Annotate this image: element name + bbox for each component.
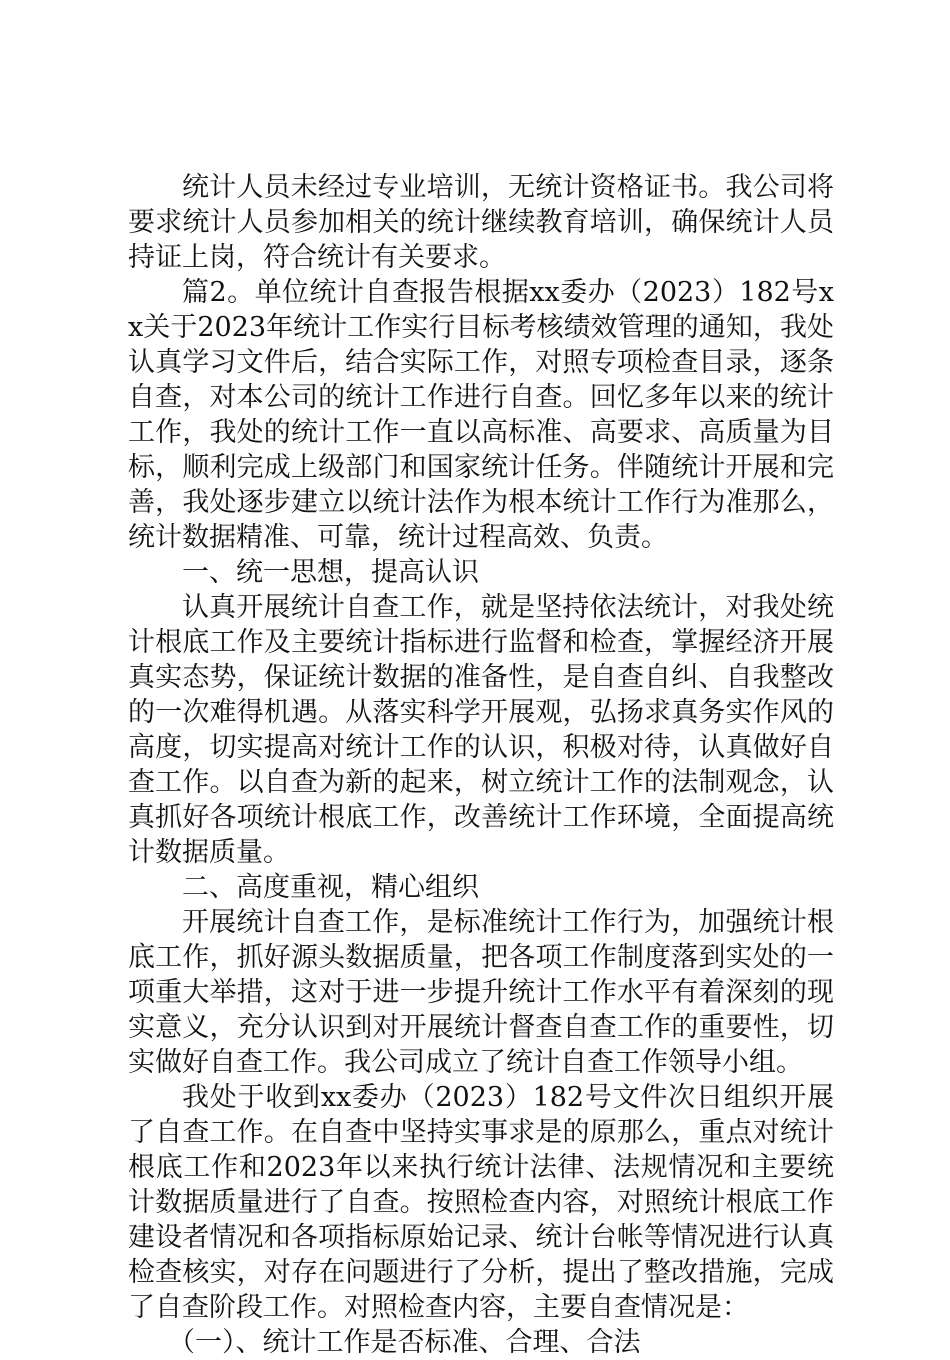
- subsection-heading-1: （一）、统计工作是否标准、合理、合法: [168, 1327, 641, 1358]
- paragraph-training: 统计人员未经过专业培训，无统计资格证书。我公司将要求统计人员参加相关的统计继续教育培训，确保统计人员持证上岗，符合统计有关要求。: [128, 172, 834, 273]
- paragraph-self-check: 我处于收到xx委办（2023）182号文件次日组织开展了自查工作。在自查中坚持实事求是的原那么，重点对统计根底工作和2023年以来执行统计法律、法规情况和主要统计数据质量进行了自查。按照检查内容，对照统计根底工作建设者情况和各项指标原始记录、统计台帐等情况进行认真检查核实，对存在问题进行了分析，提出了整改措施，完成了自查阶段工作。对照检查内容，主要自查情况是：: [128, 1082, 834, 1323]
- paragraph-organization: 开展统计自查工作，是标准统计工作行为，加强统计根底工作，抓好源头数据质量，把各项工作制度落到实处的一项重大举措，这对于进一步提升统计工作水平有着深刻的现实意义，充分认识到对开展统计督查自查工作的重要性，切实做好自查工作。我公司成立了统计自查工作领导小组。: [128, 907, 834, 1078]
- section-heading-1: 一、统一思想，提高认识: [182, 557, 479, 588]
- document-body: [128, 170, 834, 1360]
- section-heading-2: 二、高度重视，精心组织: [182, 872, 479, 903]
- paragraph-report-intro: 篇2。单位统计自查报告根据xx委办（2023）182号xx关于2023年统计工作实行目标考核绩效管理的通知，我处认真学习文件后，结合实际工作，对照专项检查目录，逐条自查，对本公司的统计工作进行自查。回忆多年以来的统计工作，我处的统计工作一直以高标准、高要求、高质量为目标，顺利完成上级部门和国家统计任务。伴随统计开展和完善，我处逐步建立以统计法作为根本统计工作行为准那么，统计数据精准、可靠，统计过程高效、负责。: [128, 277, 834, 553]
- paragraph-awareness: 认真开展统计自查工作，就是坚持依法统计，对我处统计根底工作及主要统计指标进行监督和检查，掌握经济开展真实态势，保证统计数据的准备性，是自查自纠、自我整改的一次难得机遇。从落实科学开展观，弘扬求真务实作风的高度，切实提高对统计工作的认识，积极对待，认真做好自查工作。以自查为新的起来，树立统计工作的法制观念，认真抓好各项统计根底工作，改善统计工作环境，全面提高统计数据质量。: [128, 592, 834, 868]
